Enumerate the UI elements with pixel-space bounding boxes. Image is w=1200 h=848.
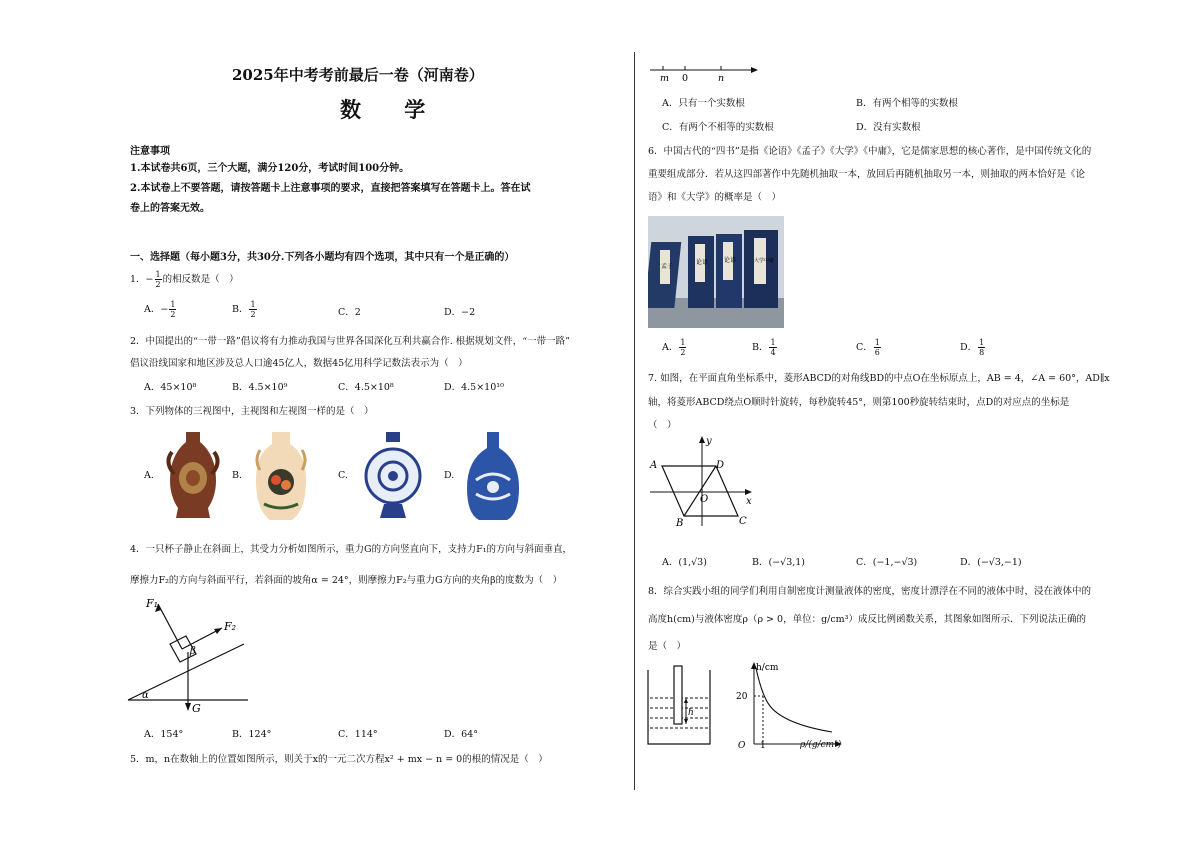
- column-divider: [634, 52, 635, 790]
- notes-item-1: 1.本试卷共6页，三个大题，满分120分，考试时间100分钟。: [130, 163, 410, 174]
- q1-stem: 1．− $\frac{1}{2}$ 的相反数是（ ）: [130, 270, 239, 289]
- q4-option-b: B．124°: [232, 729, 272, 740]
- q4-option-d: D．64°: [444, 729, 478, 740]
- label-value-20: 20: [736, 692, 748, 702]
- q3-option-d: D.: [444, 470, 455, 481]
- label-point-b: B: [676, 518, 684, 529]
- q7-option-c: C．(−1,−√3): [856, 557, 918, 568]
- q5-number-line: [648, 62, 760, 84]
- vase-image-b: [252, 430, 310, 522]
- q1-option-d: D．−2: [444, 307, 476, 318]
- four-books-photo: [648, 216, 784, 328]
- exam-subject: 数 学: [340, 97, 444, 122]
- label-h-axis: h/cm: [756, 663, 779, 673]
- vase-image-a: [164, 430, 222, 522]
- label-point-d: D: [716, 460, 725, 471]
- notes-heading: 注意事项: [130, 146, 170, 157]
- q6-option-b: B． $\frac{1}{4}$: [752, 338, 776, 357]
- label-point-c: C: [739, 516, 747, 527]
- exam-title: 2025年中考考前最后一卷（河南卷）: [232, 66, 484, 84]
- notes-item-2a: 2.本试卷上不要答题，请按答题卡上注意事项的要求，直接把答案填写在答题卡上。答在试: [130, 183, 531, 194]
- label-f1: F₁: [146, 597, 159, 610]
- q2-line-1: 2．中国提出的“一带一路”倡议将有力推动我国与世界各国深化互利共赢合作. 根据规划文件，“一带一路”: [130, 336, 571, 347]
- label-h: h: [688, 708, 694, 718]
- q7-line-3: （ ）: [648, 420, 677, 431]
- q8-line-1: 8．综合实践小组的同学们利用自制密度计测量液体的密度，密度计漂浮在不同的液体中时，浸在液体中的: [648, 586, 1092, 597]
- q4-line-1: 4．一只杯子静止在斜面上，其受力分析如图所示，重力G的方向竖直向下，支持力F₁的方向与斜面垂直，: [130, 544, 573, 555]
- label-n: n: [718, 73, 725, 84]
- q2-option-d: D．4.5×10¹⁰: [444, 382, 504, 393]
- q5-option-a: A．只有一个实数根: [662, 98, 745, 109]
- book-label-4: 大学中庸: [754, 258, 775, 264]
- label-origin: O: [700, 494, 709, 505]
- q4-force-diagram: [126, 594, 250, 718]
- q2-line-2: 倡议沿线国家和地区涉及总人口逾45亿人，数据45亿用科学记数法表示为（ ）: [130, 358, 468, 369]
- q1-option-a: A．− $\frac{1}{2}$: [144, 300, 176, 319]
- q6-line-3: 语》和《大学》的概率是（ ）: [648, 192, 782, 203]
- notes-item-2b: 卷上的答案无效。: [130, 203, 210, 214]
- q6-option-a: A． $\frac{1}{2}$: [662, 338, 686, 357]
- label-point-a: A: [650, 460, 658, 471]
- q8-line-2: 高度h(cm)与液体密度ρ（ρ > 0，单位：g/cm³）成反比例函数关系，其图象如图所示．下列说法正确的: [648, 614, 1086, 625]
- label-rho-axis: ρ/(g/cm³): [800, 740, 842, 750]
- q4-option-c: C．114°: [338, 729, 378, 740]
- vase-image-c: [364, 430, 422, 522]
- label-alpha: α: [142, 690, 149, 701]
- label-g: G: [192, 702, 201, 715]
- q7-line-1: 7. 如图，在平面直角坐标系中，菱形ABCD的对角线BD的中点O在坐标原点上，AB = 4，∠A = 60°，AD∥x: [648, 373, 1110, 384]
- q5-option-c: C．有两个不相等的实数根: [662, 122, 774, 133]
- q1-option-c: C．2: [338, 307, 361, 318]
- q4-line-2: 摩擦力F₂的方向与斜面平行，若斜面的坡角α = 24°，则摩擦力F₂与重力G方向的夹角β的度数为（ ）: [130, 575, 563, 586]
- q7-option-d: D．(−√3,−1): [960, 557, 1022, 568]
- q8-line-3: 是（ ）: [648, 641, 687, 652]
- section-heading: 一、选择题（每小题3分，共30分.下列各小题均有四个选项，其中只有一个是正确的）: [130, 252, 515, 263]
- label-origin-o: O: [738, 741, 746, 751]
- q5-option-d: D．没有实数根: [856, 122, 921, 133]
- q7-option-a: A．(1,√3): [662, 557, 707, 568]
- q6-line-2: 重要组成部分．若从这四部著作中先随机抽取一本，放回后再随机抽取另一本，则抽取的两本恰好是《论: [648, 169, 1086, 180]
- q2-option-c: C．4.5×10⁸: [338, 382, 394, 393]
- q7-rhombus-diagram: [646, 434, 758, 530]
- q7-option-b: B．(−√3,1): [752, 557, 806, 568]
- q7-line-2: 轴，将菱形ABCD绕点O顺时针旋转，每秒旋转45°，则第100秒旋转结束时，点D的对应点的坐标是: [648, 397, 1070, 408]
- q6-line-1: 6．中国古代的“四书”是指《论语》《孟子》《大学》《中庸》，它是儒家思想的核心著作，是中国传统文化的: [648, 146, 1092, 157]
- book-label-3: 论语: [724, 257, 737, 264]
- label-value-1: 1: [760, 741, 766, 751]
- q8-beaker-diagram: [646, 664, 714, 748]
- label-f2: F₂: [224, 620, 237, 633]
- q3-option-c: C.: [338, 470, 348, 481]
- q6-option-c: C． $\frac{1}{6}$: [856, 338, 880, 357]
- q5-option-b: B．有两个相等的实数根: [856, 98, 958, 109]
- book-label-1: 孟子: [661, 263, 674, 270]
- label-m: m: [660, 73, 670, 84]
- vase-image-d: [464, 430, 522, 522]
- label-axis-x: x: [746, 496, 752, 507]
- q4-option-a: A．154°: [144, 729, 184, 740]
- q3-option-a: A.: [144, 470, 154, 481]
- q2-option-b: B．4.5×10⁹: [232, 382, 288, 393]
- label-beta: β: [190, 646, 196, 657]
- label-zero: 0: [682, 73, 689, 84]
- q5-stem: 5．m，n在数轴上的位置如图所示，则关于x的一元二次方程x² + mx − n = 0的根的情况是（ ）: [130, 754, 548, 765]
- q3-option-b: B.: [232, 470, 243, 481]
- q6-option-d: D． $\frac{1}{8}$: [960, 338, 985, 357]
- book-label-2: 论语: [696, 259, 709, 266]
- label-axis-y: y: [706, 436, 712, 447]
- q2-option-a: A．45×10⁸: [144, 382, 197, 393]
- q1-option-b: B． $\frac{1}{2}$: [232, 300, 256, 319]
- q3-stem: 3．下列物体的三视图中，主视图和左视图一样的是（ ）: [130, 406, 374, 417]
